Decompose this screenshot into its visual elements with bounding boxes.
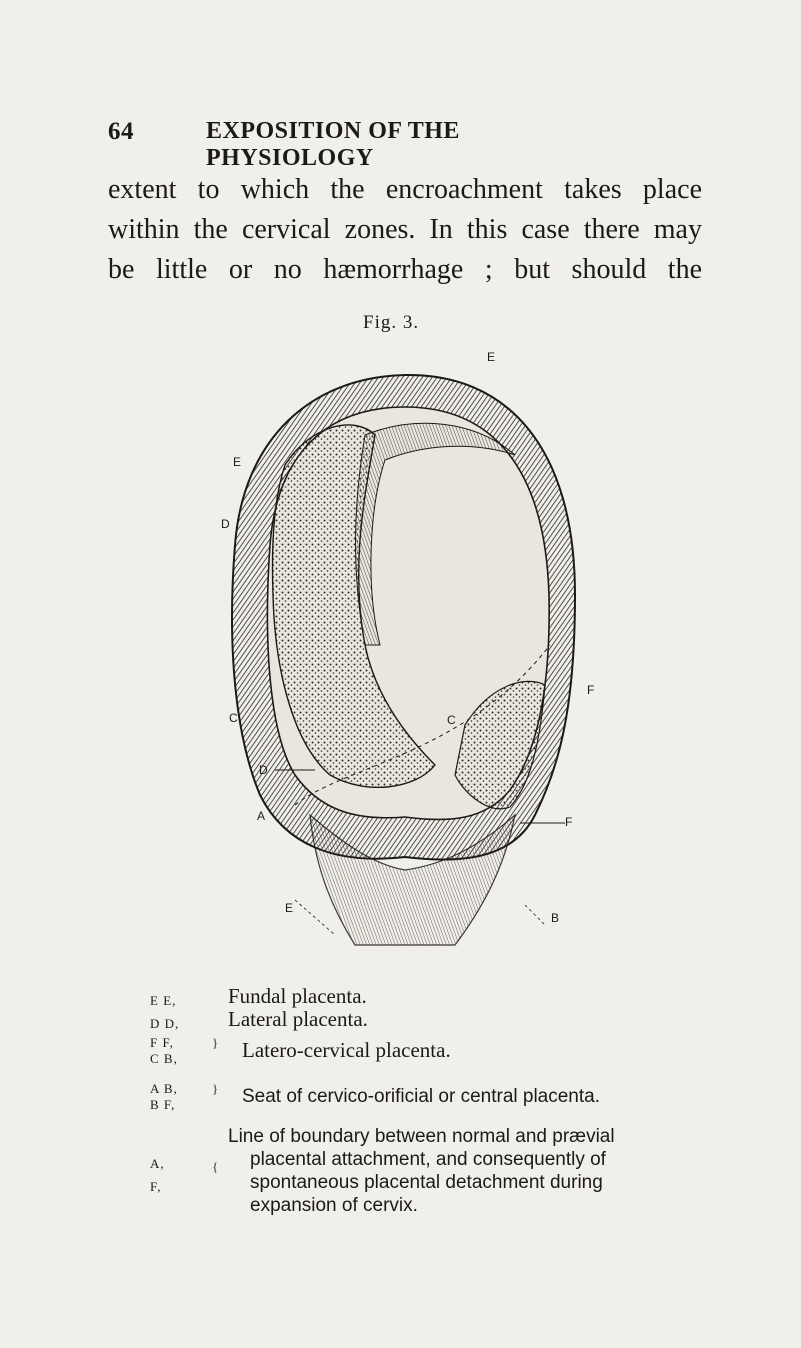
body-line-2: within the cervical zones. In this case there may [108, 214, 702, 245]
label-b: B [551, 911, 560, 925]
label-e-top: E [487, 350, 496, 364]
legend-key: F, [150, 1179, 162, 1194]
legend-long-text [228, 1125, 678, 1217]
label-d-lower: D [259, 763, 268, 777]
body-line-3: be little or no hæmorrhage ; but should the [108, 254, 702, 285]
label-d-left: D [221, 517, 230, 531]
legend-long-line: placental attachment, and consequently of [250, 1149, 606, 1170]
legend-key: D D, [150, 1016, 180, 1031]
brace: } [212, 1081, 219, 1096]
label-c-left: C [229, 711, 238, 725]
label-f-lower: F [565, 815, 573, 829]
legend-long-line: Line of boundary between normal and prævial [228, 1126, 615, 1147]
page-number: 64 [108, 118, 134, 145]
legend-key: F F, [150, 1035, 174, 1050]
legend-key: C B, [150, 1051, 178, 1066]
legend-key: E E, [150, 993, 177, 1008]
anatomical-illustration [215, 345, 595, 990]
figure-caption: Fig. 3. [363, 312, 420, 333]
legend-long-line: expansion of cervix. [250, 1195, 418, 1216]
legend-key: B F, [150, 1097, 176, 1112]
label-a: A [257, 809, 266, 823]
legend-key: A, [150, 1156, 165, 1171]
uterus-section-drawing [215, 345, 595, 985]
legend-text: Lateral placenta. [228, 1007, 368, 1031]
brace: { [212, 1159, 219, 1174]
legend-key: A B, [150, 1081, 178, 1096]
label-c-mid: C [447, 713, 456, 727]
legend-text: Latero-cervical placenta. [242, 1038, 451, 1062]
legend-text: Fundal placenta. [228, 984, 367, 1008]
label-e-bottom: E [285, 901, 294, 915]
body-line-1: extent to which the encroachment takes place [108, 174, 702, 205]
legend-text: Seat of cervico-orificial or central placenta. [242, 1086, 600, 1107]
label-f-right: F [587, 683, 595, 697]
running-title: EXPOSITION OF THE PHYSIOLOGY [206, 118, 460, 171]
body-text [108, 170, 702, 290]
brace: } [212, 1035, 219, 1050]
legend-long-line: spontaneous placental detachment during [250, 1172, 603, 1193]
label-e-left: E [233, 455, 242, 469]
